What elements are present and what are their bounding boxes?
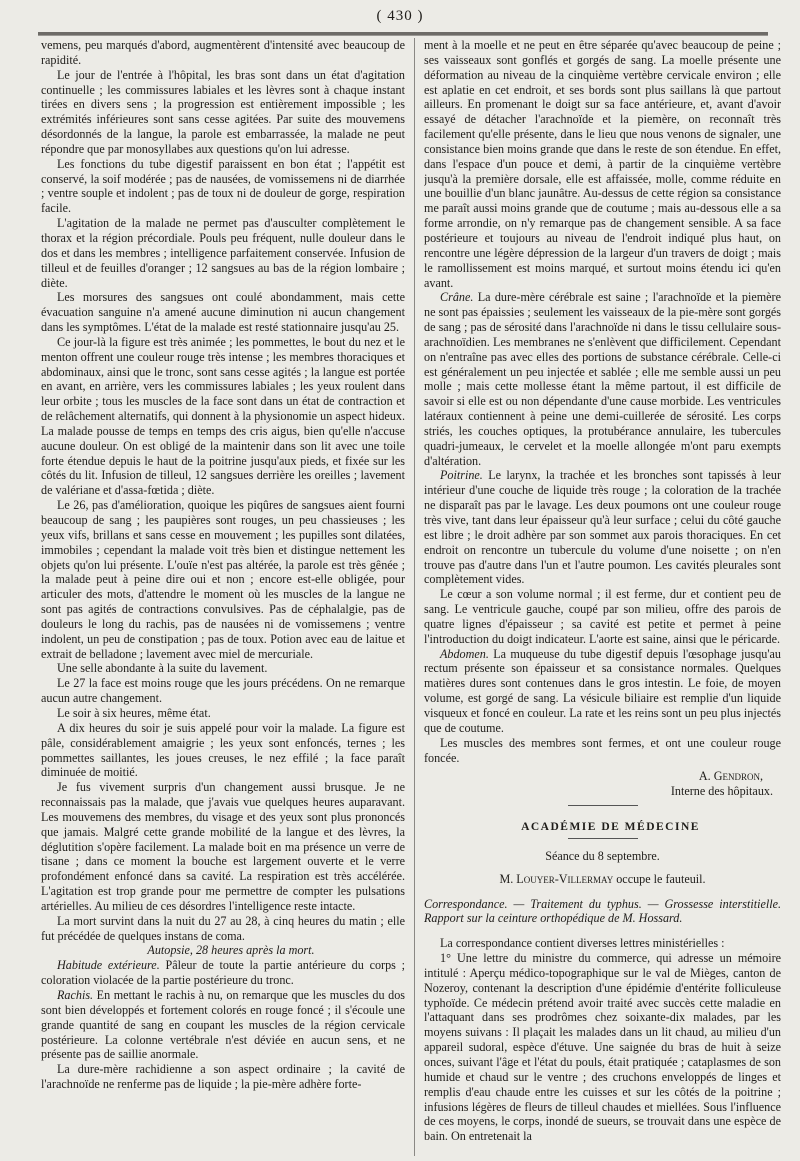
session-summary: Correspondance. — Traitement du typhus. — Grossesse interstitielle. Rapport sur la ceinture orthopédique de M. Hossard.	[424, 896, 781, 926]
section-text: La muqueuse du tube digestif depuis l'œsophage jusqu'au rectum présente son épaisseur et sa consistance normales. Quelques matières dures sont contenues dans le gros intestin. Le foie, de moyen volume, est gorgé de sang. La vésicule biliaire est remplie d'un liquide visqueux et foncé en couleur. La rate et les reins sont un peu plus injectés que de coutume.	[424, 646, 781, 735]
academy-heading: ACADÉMIE DE MÉDECINE	[521, 821, 700, 834]
section-text: En mettant le rachis à nu, on remarque que les muscles du dos sont bien développés et fortement colorés en rouge foncé ; il s'écoule une grande quantité de sang en coupant les muscles de la région cervicale postérieure. La colonne vertébrale n'est déviée en aucun sens, et ne présente pas de saillie anormale.	[41, 988, 405, 1062]
paragraph: Les fonctions du tube digestif paraissent en bon état ; l'appétit est conservé, la soif modérée ; pas de nausées, de vomissemens ni de diarrhée ; ventre souple et indolent ; pas de toux ni de douleur de gorge, respiration facile.	[41, 156, 405, 216]
section-text: Pâleur de toute la partie antérieure du corps ; coloration violacée de la partie postérieure du tronc.	[41, 958, 405, 988]
paragraph: Le soir à six heures, même état.	[57, 705, 211, 720]
paragraph: Une selle abondante à la suite du lavement.	[57, 661, 268, 676]
section-label: Poitrine.	[440, 468, 483, 483]
seance-date: Séance du 8 septembre.	[545, 848, 660, 863]
paragraph: Ce jour-là la figure est très animée ; les pommettes, le bout du nez et le menton offrent une couleur rouge très intense ; les membres thoraciques et abdominaux, ainsi que le tronc, sont sans cesse agités ; la langue est portée en avant, en arrière, vers les commissures labiales ; les yeux roulent dans leur orbite ; tous les muscles de la face sont dans un état de contraction et de relâchement alternatifs, qui donnent à la physionomie un aspect hideux. La malade pousse de temps en temps des cris aigus, bien qu'elle n'accuse aucune douleur. On est obligé de la maintenir dans son lit avec une toile forte étendue depuis le haut de la poitrine jusqu'aux pieds, et fixée sur les côtés du lit. Infusion de tilleul, 12 sangsues derrière les oreilles ; lavement de valériane et d'assa-fœtida ; diète.	[41, 334, 405, 498]
paragraph: Je fus vivement surpris d'un changement aussi brusque. Je ne reconnaissais pas la malade, que j'avais vue quelques heures auparavant. Les mouvemens des membres, du visage et des yeux sont plus prononcés que jamais. Malgré cette grande mobilité de la langue et des lèvres, la déglutition s'opère facilement. La malade boit en ma présence un verre de tisane ; dans ce moment la bouche est largement ouverte et le verre profondément enfoncé dans sa cavité. La respiration est très accélérée. L'agitation est trop grande pour me permettre de compter les pulsations artérielles. Au milieu de ces désordres l'intelligence reste intacte.	[41, 780, 405, 913]
paragraph: ment à la moelle et ne peut en être séparée qu'avec beaucoup de peine ; ses vaisseaux sont gonflés et gorgés de sang. La moelle présente une déformation au niveau de la cinquième vertèbre cervicale environ ; elle est aplatie en cet endroit, et ses bords sont plus saillans là que partout ailleurs. En promenant le doigt sur sa face antérieure, et, avant d'avoir essayé de détacher l'arachnoïde et la piemère, on reconnaît très facilement qu'elle présente, dans le lieu que nous venons de signaler, une consistance bien moins grande que dans le reste de son étendue. En effet, dans l'espace d'un pouce et demi, à partir de la cinquième vertèbre jusqu'à la première dorsale, elle est affaissée, molle, comme réduite en une bouillie d'un blanc jaunâtre. Au-dessus de cette région sa consistance me paraît aussi moins grande que de coutume ; mais au-dessous elle a sa forme arrondie, on n'y remarque pas de changement sensible. A sa face postérieure et toujours au niveau de l'endroit indiqué plus haut, on rencontre une légère dépression de la largeur d'un travers de doigt ; mais le ramollissement est moins marqué, et surtout moins étendu ici qu'en avant.	[424, 38, 781, 290]
signature-title: Interne des hôpitaux.	[670, 784, 773, 799]
section-text: La dure-mère cérébrale est saine ; l'arachnoïde et la piemère ne sont pas épaissies ; seulement les vaisseaux de la pie-mère sont gorgés de sang ; pas de sérosité dans l'arachnoïde ni dans le tissu cellulaire sous-arachnoïdien. Les membranes ne s'enlèvent que difficilement. Cependant on n'entraîne pas avec elles des portions de substance cérébrale. Celle-ci est généralement un peu injectée et sablée ; elle me semble aussi un peu molle ; mais cette mollesse étant la même partout, il est difficile de savoir si elle est ou non dépendante d'une cause morbide. Les ventricules latéraux contiennent à peine une demi-cuillerée de sérosité. Les corps striés, les couches optiques, la protubérance annulaire, les tubercules quadri-jumeaux, le cervelet et la moelle allongée m'ont paru exempts d'altération.	[424, 290, 781, 468]
paragraph-crane	[424, 290, 781, 468]
heading-rule	[568, 838, 638, 839]
paragraph: La correspondance contient diverses lettres ministérielles :	[440, 936, 725, 951]
paragraph: A dix heures du soir je suis appelé pour voir la malade. La figure est pâle, considérablement amaigrie ; les yeux sont enfoncés, ternes ; les pommettes saillantes, les joues creuses, le nez effilé ; la face paraît diminuée de moitié.	[41, 720, 405, 780]
section-text: Le larynx, la trachée et les bronches sont tapissés à leur intérieur d'une couche de liquide très rouge ; la coloration de la trachée ne disparaît pas par le lavage. Les deux poumons ont une couleur rouge très vive, tant dans leur épaisseur qu'à leur surface ; celui du côté gauche est libre ; le droit adhère par son sommet aux parois thoraciques. En cet endroit on rencontre un tubercule du volume d'une noisette ; on n'en trouve pas d'autre dans l'un et l'autre poumon. Les cavités pleurales sont complètement vides.	[424, 468, 781, 587]
paragraph: Le 26, pas d'amélioration, quoique les piqûres de sangsues aient fourni beaucoup de sang ; les paupières sont rouges, un peu chassieuses ; les yeux vifs, brillans et sans cesse en mouvement ; les pupilles sont dilatées, immobiles ; cependant la malade voit très bien et distingue nettement les objets qu'on lui présente. L'ouïe n'est pas altérée, la parole est très gênée ; la malade peut à peine dire oui et non ; encore est-elle obligée, pour articuler des mots, d'attendre le moment où les muscles de la langue ne sont pas agités de contractions convulsives. Pas de céphalalgie, pas de douleurs le long du rachis, pas de nausées ni de vomissemens ; ventre indolent, un peu de constipation ; pas de toux. Potion avec eau de laitue et extrait de belladone ; lavement avec miel de mercuriale.	[41, 498, 405, 661]
section-rule	[568, 805, 638, 806]
signature-name: A. Gendron,	[698, 769, 763, 784]
section-label: Habitude extérieure.	[57, 958, 160, 973]
section-label: Rachis.	[57, 988, 94, 1002]
president-text: occupe le fauteuil.	[613, 871, 706, 886]
paragraph-habitude	[41, 958, 405, 988]
paragraph: Le 27 la face est moins rouge que les jours précédens. On ne remarque aucun autre changement.	[41, 676, 405, 706]
paragraph-abdomen	[424, 647, 781, 736]
paragraph-poitrine	[424, 468, 781, 587]
page-number: ( 430 )	[376, 8, 424, 24]
paragraph: 1° Une lettre du ministre du commerce, qui adresse un mémoire intitulé : Aperçu médico-topographique sur le val de Mièges, canton de Nozeroy, contenant la description d'une épidémie d'entérite folliculeuse typhoïde. Ce médecin prétend avoir traité avec succès cette maladie en l'attaquant dans ses prodrômes chez soixante-dix malades, par les moyens suivans : Il plaçait les malades dans un lit chaud, au milieu d'un appareil sudoral, espèce d'étuve. Une saignée du bras de huit à seize onces, suivant l'âge et l'état du pouls, était pratiquée ; cataplasmes de son humide et chaud sur le ventre ; des cruchons enveloppés de linges et remplis d'eau chaude entre les cuisses et sur les côtés de la poitrine ; infusions légères de fleurs de tilleul chaudes et miellées. Sous l'influence de ces moyens, le corps, inondé de sueurs, se trouvait dans une espèce de bain. On entretenait la	[424, 951, 781, 1144]
column-divider	[414, 38, 415, 1156]
left-column	[41, 38, 405, 1156]
president-name: M. Louyer-Villermay	[499, 871, 614, 886]
section-label: Crâne.	[440, 290, 474, 305]
president-line	[424, 872, 781, 887]
paragraph: La mort survint dans la nuit du 27 au 28, à cinq heures du matin ; elle fut précédée de quelques instans de coma.	[41, 913, 405, 943]
paragraph: Le cœur a son volume normal ; il est ferme, dur et contient peu de sang. Le ventricule gauche, coupé par son milieu, offre des parois de quatre lignes d'épaisseur ; sa cavité est petite et permet à peine l'introduction du doigt indicateur. L'aorte est saine, ainsi que le péricarde.	[424, 587, 781, 646]
paragraph: L'agitation de la malade ne permet pas d'ausculter complètement le thorax et la région précordiale. Pouls peu fréquent, nulle douleur dans le dos et dans les membres ; intelligence parfaitement conservée. Infusion de tilleul et de feuilles d'oranger ; 12 sangsues au bas de la région lombaire ; diète.	[41, 216, 405, 290]
right-column	[424, 38, 781, 1156]
paragraph: La dure-mère rachidienne a son aspect ordinaire ; la cavité de l'arachnoïde ne renferme pas de liquide ; la pie-mère adhère forte-	[41, 1062, 405, 1092]
paragraph: Les morsures des sangsues ont coulé abondamment, mais cette évacuation sanguine n'a amené aucune diminution ni aucun changement dans les symptômes. L'état de la malade est resté stationnaire jusqu'au 25.	[41, 290, 405, 335]
paragraph: Les muscles des membres sont fermes, et ont une couleur rouge foncée.	[424, 735, 781, 765]
section-label: Abdomen.	[440, 646, 489, 661]
paragraph-rachis	[41, 988, 405, 1062]
paragraph: Le jour de l'entrée à l'hôpital, les bras sont dans un état d'agitation continuelle ; les commissures labiales et les lèvres sont à chaque instant tirées en divers sens ; la progression est entièrement impossible ; les extrémités inférieures sont sans cesse agitées. Par suite des mouvemens désordonnés de la langue, la parole est embarrassée, la malade ne peut répondre que par monosyllabes aux questions qu'on lui adresse.	[41, 67, 405, 156]
top-rule	[38, 32, 768, 36]
paragraph: vemens, peu marqués d'abord, augmentèrent d'intensité avec beaucoup de rapidité.	[41, 38, 405, 67]
autopsy-heading: Autopsie, 28 heures après la mort.	[147, 943, 315, 958]
